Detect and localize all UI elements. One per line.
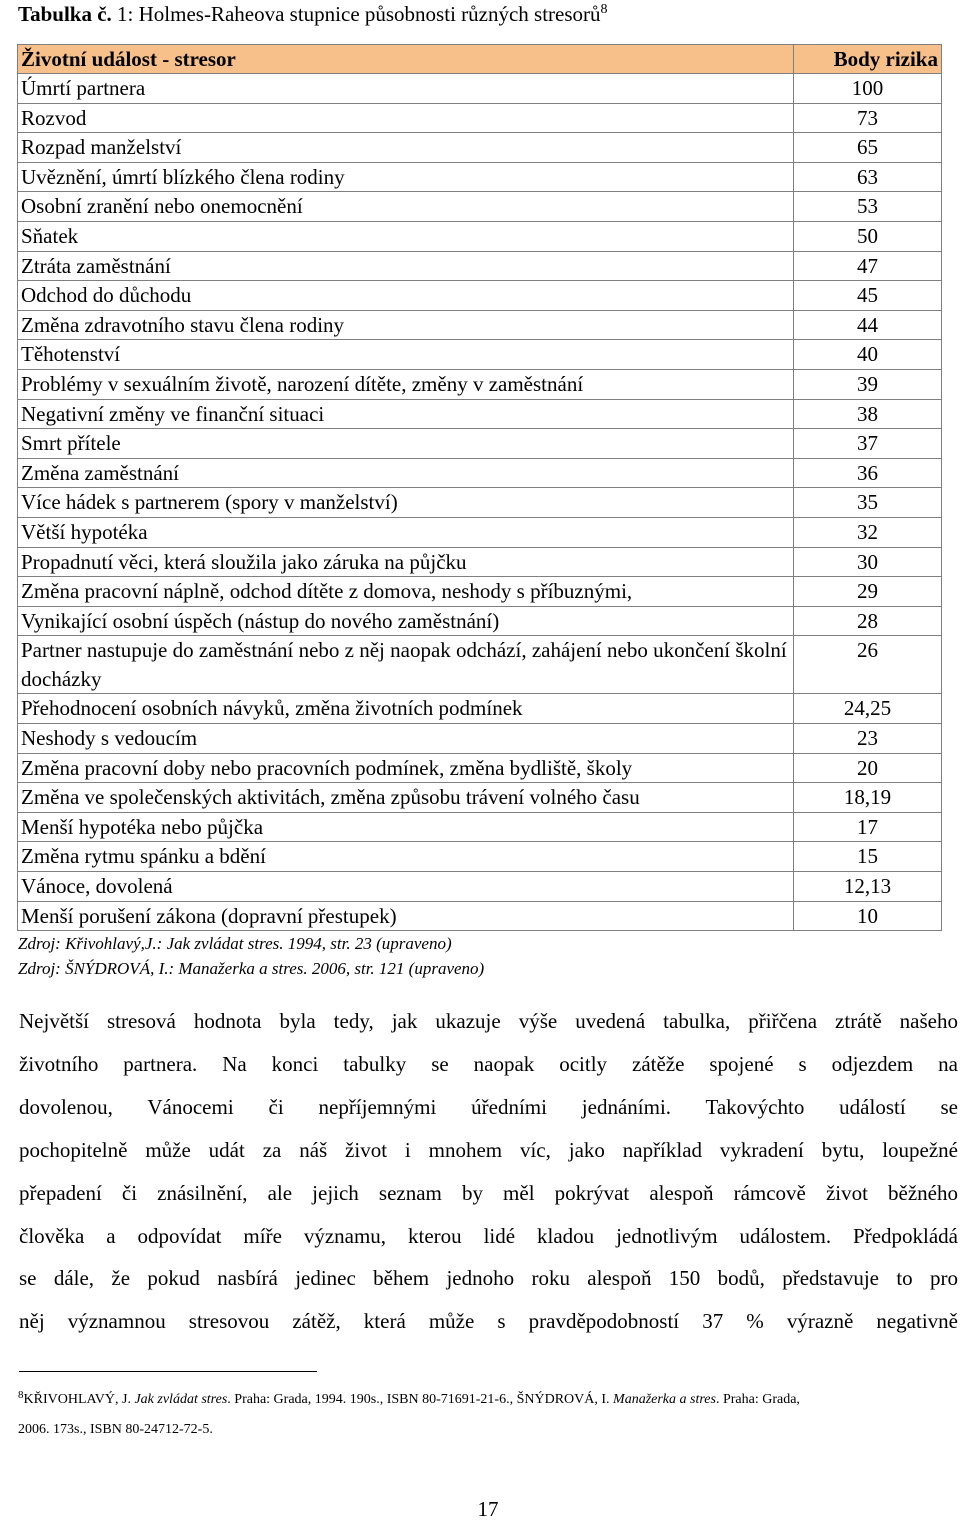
event-cell: Neshody s vedoucím	[18, 724, 794, 754]
table-row	[18, 753, 942, 783]
table-row	[18, 812, 942, 842]
points-cell: 15	[794, 842, 942, 872]
event-cell: Problémy v sexuálním životě, narození dítěte, změny v zaměstnání	[18, 369, 794, 399]
header-points: Body rizika	[794, 45, 942, 74]
table-row	[18, 606, 942, 636]
points-cell: 100	[794, 74, 942, 104]
points-cell: 17	[794, 812, 942, 842]
table-row	[18, 74, 942, 104]
footnote-author-1: KŘIVOHLAVÝ, J.	[23, 1392, 135, 1407]
event-cell: Změna pracovní doby nebo pracovních podmínek, změna bydliště, školy	[18, 753, 794, 783]
table-row	[18, 842, 942, 872]
points-cell: 20	[794, 753, 942, 783]
header-event: Životní událost - stresor	[18, 45, 794, 74]
footnote-separator	[19, 1371, 317, 1372]
table-row	[18, 251, 942, 281]
event-cell: Více hádek s partnerem (spory v manželství)	[18, 488, 794, 518]
event-cell: Vynikající osobní úspěch (nástup do nového zaměstnání)	[18, 606, 794, 636]
table-row	[18, 636, 942, 694]
table-row	[18, 577, 942, 607]
event-cell: Propadnutí věci, která sloužila jako záruka na půjčku	[18, 547, 794, 577]
points-cell: 47	[794, 251, 942, 281]
points-cell: 37	[794, 429, 942, 459]
footnote-publisher: . Praha: Grada,	[715, 1392, 800, 1407]
points-cell: 53	[794, 192, 942, 222]
event-cell: Změna pracovní náplně, odchod dítěte z domova, neshody s příbuznými,	[18, 577, 794, 607]
footnote-title-2: Manažerka a stres	[613, 1392, 716, 1407]
event-cell: Větší hypotéka	[18, 517, 794, 547]
table-row	[18, 340, 942, 370]
paragraph-line: něj významnou stresovou zátěž, která může s pravděpodobností 37 % výrazně negativně	[19, 1309, 958, 1334]
event-cell: Rozpad manželství	[18, 133, 794, 163]
table-row	[18, 133, 942, 163]
table-row	[18, 724, 942, 754]
table-row	[18, 310, 942, 340]
points-cell: 50	[794, 221, 942, 251]
event-cell: Sňatek	[18, 221, 794, 251]
table-row	[18, 192, 942, 222]
event-cell: Těhotenství	[18, 340, 794, 370]
footnote-title-1: Jak zvládat stres	[134, 1392, 228, 1407]
event-cell: Partner nastupuje do zaměstnání nebo z něj naopak odchází, zahájení nebo ukončení školní docházky	[18, 636, 794, 694]
table-caption	[18, 2, 608, 27]
table-header-row	[18, 45, 942, 74]
paragraph-line: pochopitelně může udát za náš život i mnohem víc, jako například vykradení bytu, loupežné	[19, 1137, 958, 1162]
event-cell: Uvěznění, úmrtí blízkého člena rodiny	[18, 162, 794, 192]
points-cell: 36	[794, 458, 942, 488]
table-row	[18, 429, 942, 459]
table-row	[18, 221, 942, 251]
caption-label: Tabulka č.	[18, 2, 112, 26]
table-row	[18, 103, 942, 133]
table-row	[18, 901, 942, 931]
table-row	[18, 369, 942, 399]
table-row	[18, 872, 942, 902]
points-cell: 26	[794, 636, 942, 694]
footnote-line-2: 2006. 173s., ISBN 80-24712-72-5.	[18, 1422, 213, 1437]
caption-text: 1: Holmes-Raheova stupnice působnosti různých stresorů	[111, 2, 601, 26]
table-row	[18, 458, 942, 488]
points-cell: 24,25	[794, 694, 942, 724]
footnote-number: 8	[18, 1389, 24, 1401]
table-row	[18, 281, 942, 311]
points-cell: 29	[794, 577, 942, 607]
paragraph-line: dovolenou, Vánocemi či nepříjemnými úředními jednáními. Takovýchto událostí se	[19, 1094, 958, 1119]
footnote-middle: . Praha: Grada, 1994. 190s., ISBN 80-71691-21-6., ŠNÝDROVÁ, I.	[227, 1392, 614, 1407]
points-cell: 35	[794, 488, 942, 518]
event-cell: Přehodnocení osobních návyků, změna životních podmínek	[18, 694, 794, 724]
footnote-line-1	[18, 1380, 953, 1415]
points-cell: 10	[794, 901, 942, 931]
event-cell: Změna ve společenských aktivitách, změna způsobu trávení volného času	[18, 783, 794, 813]
event-cell: Odchod do důchodu	[18, 281, 794, 311]
points-cell: 73	[794, 103, 942, 133]
points-cell: 44	[794, 310, 942, 340]
table-row	[18, 694, 942, 724]
table-row	[18, 162, 942, 192]
table-row	[18, 547, 942, 577]
source-line-2: Zdroj: ŠNÝDROVÁ, I.: Manažerka a stres. 2006, str. 121 (upraveno)	[18, 959, 485, 978]
paragraph-line: přepadení či znásilnění, ale jejich seznam by měl pokrývat alespoň rámcově život běžného	[19, 1180, 958, 1205]
points-cell: 32	[794, 517, 942, 547]
points-cell: 28	[794, 606, 942, 636]
event-cell: Úmrtí partnera	[18, 74, 794, 104]
event-cell: Rozvod	[18, 103, 794, 133]
paragraph-line: životního partnera. Na konci tabulky se naopak ocitly zátěže spojené s odjezdem na	[19, 1051, 958, 1076]
event-cell: Změna rytmu spánku a bdění	[18, 842, 794, 872]
event-cell: Negativní změny ve finanční situaci	[18, 399, 794, 429]
event-cell: Osobní zranění nebo onemocnění	[18, 192, 794, 222]
points-cell: 65	[794, 133, 942, 163]
points-cell: 40	[794, 340, 942, 370]
points-cell: 38	[794, 399, 942, 429]
paragraph-line: se dále, že pokud nasbírá jedinec během jednoho roku alespoň 150 bodů, představuje to pro	[19, 1266, 958, 1291]
event-cell: Změna zaměstnání	[18, 458, 794, 488]
paragraph-line: Největší stresová hodnota byla tedy, jak ukazuje výše uvedená tabulka, přiřčena ztrátě našeho	[19, 1009, 958, 1033]
points-cell: 30	[794, 547, 942, 577]
points-cell: 12,13	[794, 872, 942, 902]
caption-footnote-ref: 8	[600, 2, 608, 17]
event-cell: Menší hypotéka nebo půjčka	[18, 812, 794, 842]
table-row	[18, 783, 942, 813]
event-cell: Vánoce, dovolená	[18, 872, 794, 902]
footnote	[18, 1380, 953, 1445]
source-line-1: Zdroj: Křivohlavý,J.: Jak zvládat stres. 1994, str. 23 (upraveno)	[18, 934, 452, 953]
paragraph-line: člověka a odpovídat míře významu, kterou lidé kladou jednotlivým událostem. Předpokládá	[19, 1223, 958, 1248]
body-paragraph	[19, 1000, 958, 1343]
points-cell: 39	[794, 369, 942, 399]
points-cell: 23	[794, 724, 942, 754]
event-cell: Změna zdravotního stavu člena rodiny	[18, 310, 794, 340]
event-cell: Ztráta zaměstnání	[18, 251, 794, 281]
table-row	[18, 399, 942, 429]
event-cell: Menší porušení zákona (dopravní přestupek)	[18, 901, 794, 931]
stress-scale-table	[17, 44, 942, 931]
table-row	[18, 488, 942, 518]
page-number: 17	[477, 1497, 499, 1521]
points-cell: 18,19	[794, 783, 942, 813]
table-row	[18, 517, 942, 547]
event-cell: Smrt přítele	[18, 429, 794, 459]
points-cell: 45	[794, 281, 942, 311]
points-cell: 63	[794, 162, 942, 192]
